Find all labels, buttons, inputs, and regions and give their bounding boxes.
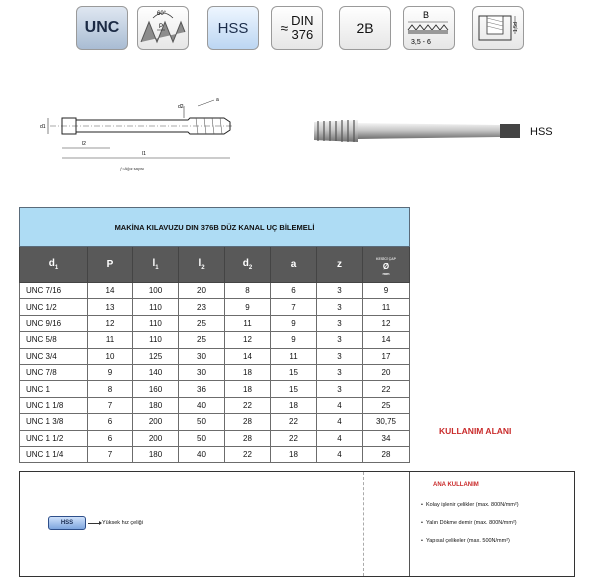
table-cell: 11 — [225, 315, 271, 331]
din-approx-sign: ≈ — [280, 20, 289, 36]
column-header — [88, 247, 133, 283]
table-cell: 11 — [88, 332, 133, 348]
table-title: MAKİNA KILAVUZU DIN 376B DÜZ KANAL UÇ BİLEMELİ — [20, 208, 410, 247]
column-header-subscript: 1 — [155, 265, 159, 271]
table-row — [20, 348, 410, 364]
table-cell: 11 — [363, 299, 410, 315]
table-title-row — [20, 208, 410, 247]
table-cell: 4 — [317, 430, 363, 446]
legend-text: Yüksek hız çeliği — [102, 520, 143, 526]
column-header-label: d — [48, 258, 55, 269]
usage-box-divider — [363, 472, 364, 576]
column-header-subscript: 2 — [201, 265, 205, 271]
table-cell: 180 — [133, 397, 179, 413]
chamfer-letter: B — [423, 10, 430, 20]
tolerance-class-badge — [339, 6, 391, 50]
blind-hole-icon — [473, 8, 523, 48]
table-cell: 23 — [179, 299, 225, 315]
table-cell: UNC 3/4 — [20, 348, 88, 364]
main-usage-item — [421, 502, 519, 508]
table-cell: UNC 7/8 — [20, 364, 88, 380]
tolerance-class-label: 2B — [356, 20, 374, 36]
drawing-caption: ƒ=Ağız sayısı — [120, 166, 145, 171]
table-cell: 28 — [225, 430, 271, 446]
table-cell: 34 — [363, 430, 410, 446]
table-cell: 200 — [133, 414, 179, 430]
table-cell: 50 — [179, 414, 225, 430]
table-cell: 12 — [363, 315, 410, 331]
column-header-label: a — [290, 259, 297, 270]
table-row — [20, 364, 410, 380]
table-cell: 125 — [133, 348, 179, 364]
thread-angle-badge — [137, 6, 189, 50]
table-cell: 18 — [225, 381, 271, 397]
table-cell: 40 — [179, 397, 225, 413]
table-cell: 4 — [317, 414, 363, 430]
table-cell: 12 — [225, 332, 271, 348]
cutter-diameter-header — [363, 247, 410, 283]
unc-badge — [76, 6, 128, 50]
table-cell: 180 — [133, 446, 179, 462]
table-cell: 30 — [179, 364, 225, 380]
din-number: 376 — [291, 27, 314, 42]
table-row — [20, 283, 410, 299]
table-cell: 7 — [88, 397, 133, 413]
table-cell: 7 — [88, 446, 133, 462]
column-header-label: P — [106, 259, 114, 270]
table-cell: 12 — [88, 315, 133, 331]
angle-value: 60° — [157, 11, 167, 17]
bullet-icon: • — [421, 538, 423, 544]
table-cell: 4 — [317, 397, 363, 413]
table-row — [20, 430, 410, 446]
main-usage-item-text: Yapısal çelikeler (max. 500N/mm²) — [425, 538, 510, 544]
table-cell: 25 — [363, 397, 410, 413]
table-cell: 18 — [271, 397, 317, 413]
table-cell: 40 — [179, 446, 225, 462]
table-cell: 6 — [88, 414, 133, 430]
label-a: a — [216, 97, 219, 103]
table-cell: 20 — [179, 283, 225, 299]
table-cell: 36 — [179, 381, 225, 397]
table-row — [20, 332, 410, 348]
material-legend — [48, 516, 143, 530]
table-cell: 22 — [225, 446, 271, 462]
label-d1: d1 — [40, 124, 46, 130]
table-cell: 3 — [317, 381, 363, 397]
hss-badge-label: HSS — [217, 19, 249, 37]
dimension-table — [19, 207, 409, 463]
table-cell: 14 — [88, 283, 133, 299]
column-header — [317, 247, 363, 283]
table-cell: 3 — [317, 332, 363, 348]
cutter-header-top: KESİCİ ÇAP — [375, 257, 397, 261]
table-cell: 22 — [363, 381, 410, 397]
hss-badge — [207, 6, 259, 50]
depth-label: 1,5d — [513, 22, 519, 32]
column-header — [225, 247, 271, 283]
label-l2: l2 — [82, 141, 86, 147]
column-header-label: l — [152, 258, 156, 269]
table-cell: 28 — [363, 446, 410, 462]
table-cell: 14 — [363, 332, 410, 348]
table-cell: 3 — [317, 348, 363, 364]
hss-chip: HSS — [48, 516, 86, 530]
table-cell: 15 — [271, 364, 317, 380]
unc-badge-label: UNC — [84, 19, 120, 36]
din-badge — [271, 6, 323, 50]
table-cell: 3 — [317, 299, 363, 315]
table-header-row — [20, 247, 410, 283]
table-cell: UNC 1/2 — [20, 299, 88, 315]
column-header-label: d — [242, 258, 249, 269]
thread-depth-badge — [472, 6, 524, 50]
table-cell: 8 — [225, 283, 271, 299]
table-cell: 140 — [133, 364, 179, 380]
diameter-icon: Ø — [382, 262, 390, 271]
table-cell: 50 — [179, 430, 225, 446]
table-cell: 160 — [133, 381, 179, 397]
photo-material-label: HSS — [530, 126, 553, 138]
usage-box-divider-right — [409, 472, 410, 576]
table-cell: 8 — [88, 381, 133, 397]
column-header — [179, 247, 225, 283]
table-cell: 110 — [133, 315, 179, 331]
tap-photo — [312, 110, 522, 152]
table-cell: 110 — [133, 332, 179, 348]
table-cell: 11 — [271, 348, 317, 364]
main-usage-item — [421, 538, 510, 544]
table-cell: 7 — [271, 299, 317, 315]
table-cell: 15 — [271, 381, 317, 397]
thread-profile-icon — [139, 8, 187, 48]
table-cell: 10 — [88, 348, 133, 364]
main-usage-title: ANA KULLANIM — [433, 482, 479, 488]
table-cell: 30,75 — [363, 414, 410, 430]
chamfer-range: 3,5 - 6 — [411, 39, 431, 46]
column-header — [133, 247, 179, 283]
table-row — [20, 414, 410, 430]
main-usage-item-text: Yalın Dökme demir (max. 800N/mm²) — [425, 520, 517, 526]
table-cell: 20 — [363, 364, 410, 380]
table-cell: 18 — [271, 446, 317, 462]
column-header-subscript: 1 — [54, 265, 59, 271]
table-cell: UNC 7/16 — [20, 283, 88, 299]
table-cell: 200 — [133, 430, 179, 446]
table-cell: 22 — [225, 397, 271, 413]
chamfer-form-icon — [404, 8, 454, 48]
column-header-label: z — [337, 259, 342, 270]
table-cell: UNC 5/8 — [20, 332, 88, 348]
table-cell: 3 — [317, 315, 363, 331]
column-header-subscript: 2 — [248, 265, 253, 271]
main-usage-item — [421, 520, 517, 526]
table-cell: UNC 1 — [20, 381, 88, 397]
usage-area-heading: KULLANIM ALANI — [439, 426, 512, 436]
column-header-label: l — [198, 258, 202, 269]
label-d2: d2 — [178, 104, 184, 110]
table-row — [20, 446, 410, 462]
table-cell: 9 — [271, 332, 317, 348]
pitch-letter: P — [159, 24, 164, 30]
table-cell: UNC 1 1/4 — [20, 446, 88, 462]
table-cell: 18 — [225, 364, 271, 380]
table-body — [20, 283, 410, 463]
table-row — [20, 315, 410, 331]
table-cell: 22 — [271, 414, 317, 430]
usage-box — [19, 471, 575, 577]
table-row — [20, 397, 410, 413]
table-cell: UNC 9/16 — [20, 315, 88, 331]
table-cell: UNC 1 1/8 — [20, 397, 88, 413]
bullet-icon: • — [421, 502, 423, 508]
arrow-right-icon — [88, 523, 100, 524]
table-cell: 3 — [317, 283, 363, 299]
table-cell: 30 — [179, 348, 225, 364]
column-header — [271, 247, 317, 283]
table-cell: 13 — [88, 299, 133, 315]
table-cell: 100 — [133, 283, 179, 299]
table-cell: 17 — [363, 348, 410, 364]
label-l1: l1 — [142, 151, 146, 157]
table-cell: UNC 1 3/8 — [20, 414, 88, 430]
table-cell: 9 — [271, 315, 317, 331]
din-label: DIN — [291, 13, 314, 28]
chamfer-badge — [403, 6, 455, 50]
table-cell: 9 — [225, 299, 271, 315]
table-cell: 14 — [225, 348, 271, 364]
main-usage-item-text: Kolay işlenir çelikler (max. 800N/mm²) — [425, 502, 519, 508]
table-cell: 6 — [88, 430, 133, 446]
column-header — [20, 247, 88, 283]
table-cell: UNC 1 1/2 — [20, 430, 88, 446]
bullet-icon: • — [421, 520, 423, 526]
table-cell: 28 — [225, 414, 271, 430]
table-cell: 22 — [271, 430, 317, 446]
table-cell: 9 — [363, 283, 410, 299]
table-cell: 6 — [271, 283, 317, 299]
table-row — [20, 381, 410, 397]
cutter-header-unit: mm — [382, 271, 390, 276]
table-row — [20, 299, 410, 315]
table-cell: 110 — [133, 299, 179, 315]
table-cell: 9 — [88, 364, 133, 380]
table-cell: 25 — [179, 315, 225, 331]
table-cell: 4 — [317, 446, 363, 462]
table-cell: 3 — [317, 364, 363, 380]
table-cell: 25 — [179, 332, 225, 348]
